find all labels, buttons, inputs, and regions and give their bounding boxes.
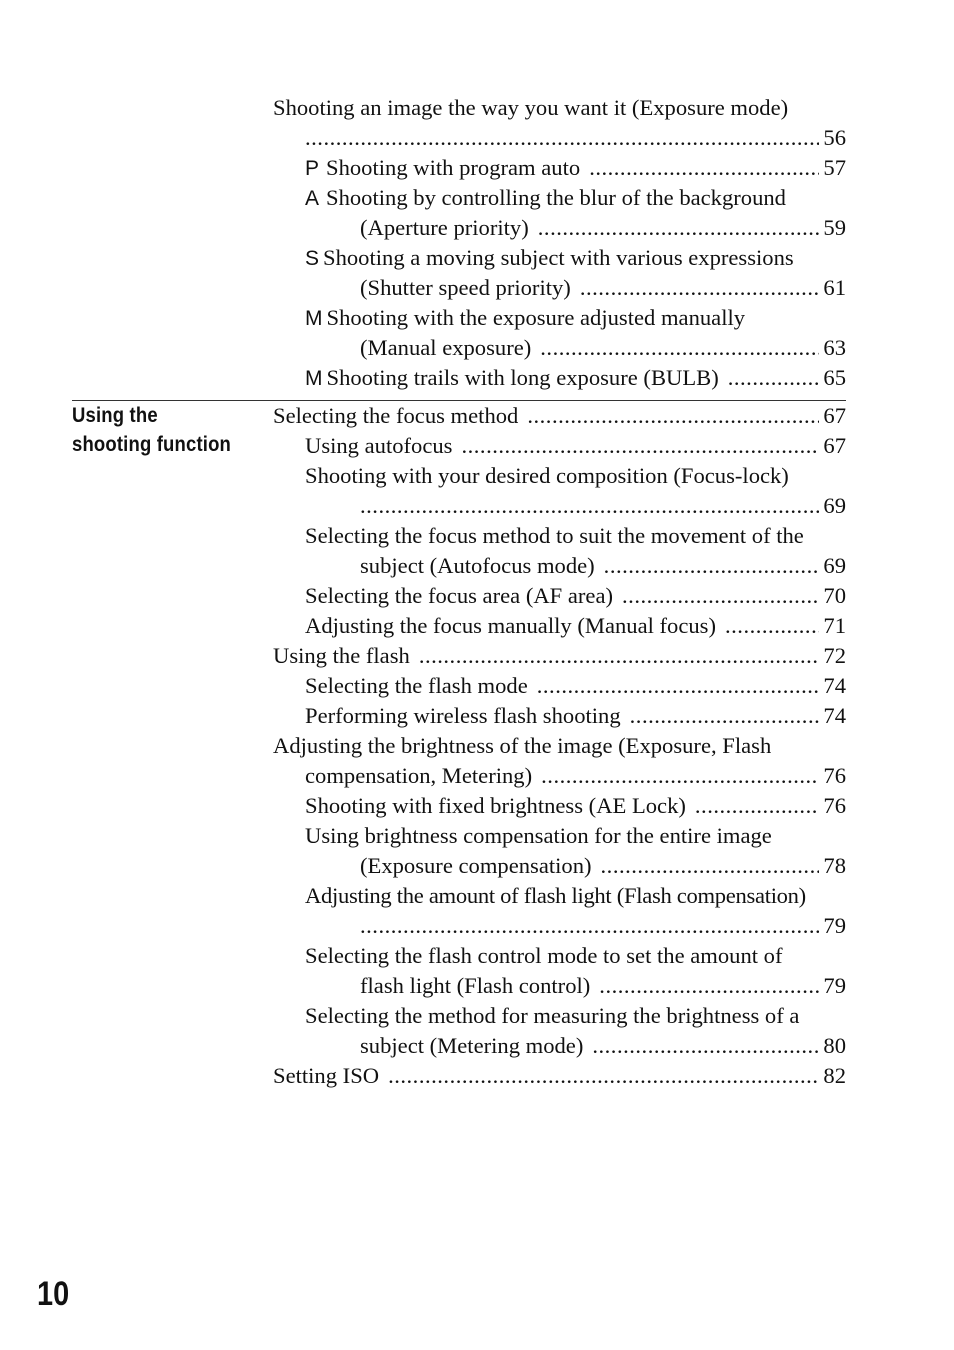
toc-entry-title-cont: (Aperture priority) bbox=[360, 215, 529, 240]
leader-dots bbox=[388, 1061, 819, 1091]
leader-dots bbox=[589, 153, 819, 183]
page-number: 10 bbox=[37, 1275, 70, 1313]
toc-entry-title: Setting ISO bbox=[273, 1063, 380, 1088]
toc-exposure-section bbox=[273, 93, 846, 393]
toc-entry-title-cont: subject (Metering mode) bbox=[360, 1033, 584, 1058]
leader-dots bbox=[695, 791, 820, 821]
leader-dots bbox=[725, 611, 819, 641]
toc-entry-flash[interactable] bbox=[273, 641, 846, 671]
leader-dots bbox=[630, 701, 820, 731]
toc-entry-page: 56 bbox=[823, 125, 846, 150]
toc-entry-flash-control[interactable] bbox=[273, 941, 846, 1001]
toc-entry-page: 71 bbox=[823, 613, 846, 638]
mode-p-icon: P bbox=[305, 157, 320, 180]
toc-entry-title: Adjusting the focus manually (Manual focus) bbox=[305, 613, 716, 638]
toc-entry-exposure-mode[interactable] bbox=[273, 93, 846, 153]
toc-entry-page: 79 bbox=[823, 913, 846, 938]
leader-dots bbox=[580, 273, 820, 303]
toc-entry-page: 69 bbox=[823, 553, 846, 578]
leader-dots bbox=[601, 851, 820, 881]
toc-entry-metering-mode[interactable] bbox=[273, 1001, 846, 1061]
leader-dots bbox=[599, 971, 819, 1001]
leader-dots bbox=[604, 551, 820, 581]
toc-entry-title: Shooting trails with long exposure (BULB) bbox=[326, 365, 719, 390]
toc-entry-title-cont: flash light (Flash control) bbox=[360, 973, 591, 998]
toc-entry-page: 65 bbox=[823, 365, 846, 390]
toc-entry-page: 72 bbox=[823, 643, 846, 668]
toc-entry-title: Adjusting the brightness of the image (Exposure, Flash bbox=[273, 733, 772, 758]
leader-dots bbox=[360, 911, 819, 941]
toc-entry-autofocus[interactable] bbox=[273, 431, 846, 461]
toc-entry-page: 57 bbox=[823, 155, 846, 180]
toc-entry-bulb[interactable] bbox=[273, 363, 846, 393]
mode-s-icon: S bbox=[305, 247, 320, 270]
toc-entry-page: 74 bbox=[823, 673, 846, 698]
leader-dots bbox=[540, 333, 819, 363]
leader-dots bbox=[527, 401, 819, 431]
mode-m-icon: M bbox=[305, 307, 323, 330]
section-heading bbox=[72, 401, 248, 459]
section-heading-line: Using the bbox=[72, 404, 158, 427]
toc-entry-title-cont: (Shutter speed priority) bbox=[360, 275, 571, 300]
leader-dots bbox=[541, 761, 819, 791]
toc-shooting-function-section bbox=[273, 401, 846, 1091]
toc-entry-title: Selecting the flash control mode to set the amount of bbox=[305, 943, 783, 968]
toc-entry-focus-lock[interactable] bbox=[273, 461, 846, 521]
toc-entry-title: Shooting by controlling the blur of the background bbox=[326, 185, 786, 210]
mode-m-icon: M bbox=[305, 367, 323, 390]
toc-entry-title: Adjusting the amount of flash light (Flash compensation) bbox=[305, 883, 806, 908]
toc-entry-page: 59 bbox=[823, 215, 846, 240]
toc-entry-title-cont: (Exposure compensation) bbox=[360, 853, 592, 878]
toc-entry-exposure-compensation[interactable] bbox=[273, 821, 846, 881]
toc-entry-page: 78 bbox=[823, 853, 846, 878]
toc-entry-iso[interactable] bbox=[273, 1061, 846, 1091]
toc-entry-title: Using autofocus bbox=[305, 433, 453, 458]
toc-entry-title: Selecting the flash mode bbox=[305, 673, 528, 698]
leader-dots bbox=[360, 491, 819, 521]
toc-entry-wireless-flash[interactable] bbox=[273, 701, 846, 731]
toc-entry-manual-exposure[interactable] bbox=[273, 303, 846, 363]
toc-entry-title: Shooting with fixed brightness (AE Lock) bbox=[305, 793, 686, 818]
toc-entry-page: 63 bbox=[823, 335, 846, 360]
toc-entry-title: Shooting with program auto bbox=[326, 155, 581, 180]
toc-entry-aperture-priority[interactable] bbox=[273, 183, 846, 243]
toc-entry-page: 82 bbox=[823, 1063, 846, 1088]
toc-entry-title: Selecting the method for measuring the brightness of a bbox=[305, 1003, 800, 1028]
toc-entry-title: Using the flash bbox=[273, 643, 410, 668]
toc-entry-ae-lock[interactable] bbox=[273, 791, 846, 821]
toc-entry-title: Shooting a moving subject with various expressions bbox=[323, 245, 794, 270]
toc-entry-title: Performing wireless flash shooting bbox=[305, 703, 621, 728]
toc-entry-title: Shooting with the exposure adjusted manually bbox=[326, 305, 746, 330]
toc-entry-page: 67 bbox=[823, 403, 846, 428]
toc-entry-page: 61 bbox=[823, 275, 846, 300]
toc-entry-page: 79 bbox=[823, 973, 846, 998]
toc-entry-program-auto[interactable] bbox=[273, 153, 846, 183]
leader-dots bbox=[538, 213, 820, 243]
toc-entry-title-cont: compensation, Metering) bbox=[305, 763, 533, 788]
toc-entry-title-cont: (Manual exposure) bbox=[360, 335, 532, 360]
toc-entry-af-area[interactable] bbox=[273, 581, 846, 611]
toc-entry-brightness[interactable] bbox=[273, 731, 846, 791]
toc-entry-focus-method[interactable] bbox=[273, 401, 846, 431]
toc-entry-page: 67 bbox=[823, 433, 846, 458]
toc-entry-flash-mode[interactable] bbox=[273, 671, 846, 701]
toc-entry-page: 80 bbox=[823, 1033, 846, 1058]
toc-entry-title: Shooting with your desired composition (Focus-lock) bbox=[305, 463, 789, 488]
leader-dots bbox=[622, 581, 819, 611]
toc-entry-title-cont: subject (Autofocus mode) bbox=[360, 553, 595, 578]
toc-entry-title: Shooting an image the way you want it (Exposure mode) bbox=[273, 95, 789, 120]
section-heading-line: shooting function bbox=[72, 433, 232, 456]
toc-entry-flash-compensation[interactable] bbox=[273, 881, 846, 941]
leader-dots bbox=[461, 431, 819, 461]
toc-entry-page: 76 bbox=[823, 763, 846, 788]
leader-dots bbox=[419, 641, 820, 671]
leader-dots bbox=[537, 671, 820, 701]
toc-entry-page: 70 bbox=[823, 583, 846, 608]
toc-entry-page: 74 bbox=[823, 703, 846, 728]
toc-entry-page: 69 bbox=[823, 493, 846, 518]
leader-dots bbox=[305, 123, 819, 153]
toc-entry-title: Selecting the focus method bbox=[273, 403, 519, 428]
toc-entry-shutter-priority[interactable] bbox=[273, 243, 846, 303]
toc-entry-title: Selecting the focus method to suit the movement of the bbox=[305, 523, 804, 548]
leader-dots bbox=[728, 363, 820, 393]
leader-dots bbox=[592, 1031, 819, 1061]
mode-a-icon: A bbox=[305, 187, 320, 210]
toc-entry-title: Selecting the focus area (AF area) bbox=[305, 583, 614, 608]
toc-entry-af-mode[interactable] bbox=[273, 521, 846, 581]
toc-entry-manual-focus[interactable] bbox=[273, 611, 846, 641]
toc-entry-page: 76 bbox=[823, 793, 846, 818]
toc-entry-title: Using brightness compensation for the entire image bbox=[305, 823, 772, 848]
